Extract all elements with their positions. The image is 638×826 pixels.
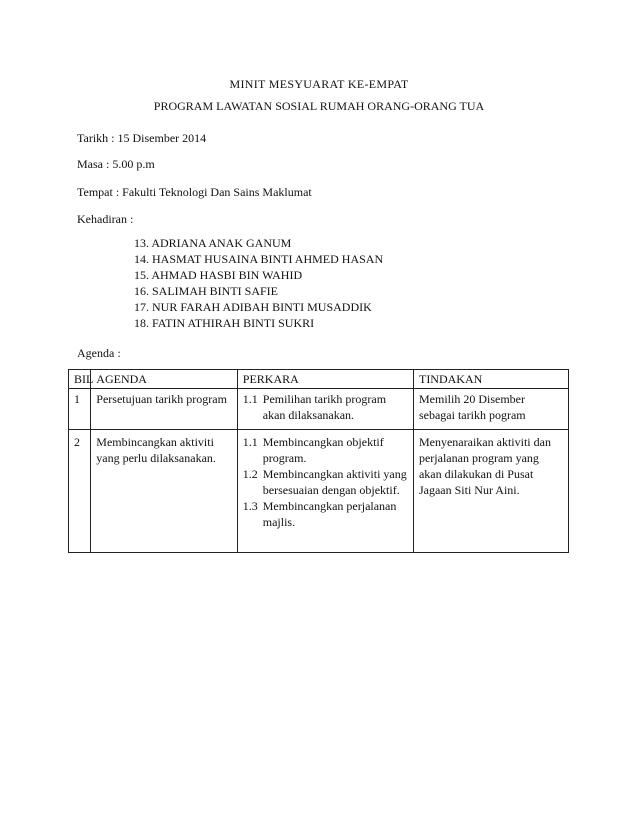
document-title: MINIT MESYUARAT KE-EMPAT: [229, 77, 409, 91]
attendee-item: 17. NUR FARAH ADIBAH BINTI MUSADDIK: [134, 300, 372, 314]
cell-perkara: [237, 389, 413, 430]
perkara-number: 1.1: [242, 392, 258, 406]
agenda-table: [68, 369, 569, 553]
cell-perkara: [237, 430, 413, 553]
agenda-label: Agenda :: [77, 346, 121, 360]
meeting-time: Masa : 5.00 p.m: [77, 157, 155, 171]
perkara-number: 1.2: [242, 467, 258, 481]
attendee-list: [134, 235, 383, 331]
attendee-item: 15. AHMAD HASBI BIN WAHID: [134, 268, 303, 282]
meeting-date: Tarikh : 15 Disember 2014: [77, 131, 207, 145]
header-bil: BIL: [69, 370, 91, 389]
perkara-number: 1.1: [242, 435, 258, 449]
cell-tindakan: Menyenaraikan aktiviti dan perjalanan program yang akan dilakukan di Pusat Jagaan Siti Nur Aini.: [413, 430, 568, 553]
header-perkara: PERKARA: [237, 370, 413, 389]
table-row: [69, 389, 569, 430]
table-header-row: [69, 370, 569, 389]
perkara-text: Membincangkan perjalanan majlis.: [262, 499, 397, 529]
header-tindakan: TINDAKAN: [413, 370, 568, 389]
perkara-list: [243, 391, 408, 423]
attendee-item: 16. SALIMAH BINTI SAFIE: [134, 284, 278, 298]
cell-agenda: Persetujuan tarikh program: [91, 389, 237, 430]
perkara-item: [243, 466, 408, 498]
perkara-item: [243, 434, 408, 466]
perkara-item: [243, 498, 408, 530]
attendee-item: 18. FATIN ATHIRAH BINTI SUKRI: [134, 316, 315, 330]
perkara-item: [243, 391, 408, 423]
cell-bil: 1: [69, 389, 91, 430]
perkara-text: Membincangkan objektif program.: [262, 435, 384, 465]
meeting-venue: Tempat : Fakulti Teknologi Dan Sains Maklumat: [77, 185, 312, 199]
cell-tindakan: Memilih 20 Disember sebagai tarikh pogram: [413, 389, 568, 430]
table-row: [69, 430, 569, 553]
perkara-text: Pemilihan tarikh program akan dilaksanakan.: [262, 392, 387, 422]
perkara-list: [243, 434, 408, 530]
attendee-item: 13. ADRIANA ANAK GANUM: [134, 236, 292, 250]
attendee-item: 14. HASMAT HUSAINA BINTI AHMED HASAN: [134, 252, 384, 266]
document-subtitle: PROGRAM LAWATAN SOSIAL RUMAH ORANG-ORANG TUA: [153, 99, 485, 113]
cell-bil: 2: [69, 430, 91, 553]
attendance-label: Kehadiran :: [77, 212, 134, 226]
cell-agenda: Membincangkan aktiviti yang perlu dilaksanakan.: [91, 430, 237, 553]
header-agenda: AGENDA: [91, 370, 237, 389]
perkara-text: Membincangkan aktiviti yang bersesuaian dengan objektif.: [262, 467, 407, 497]
perkara-number: 1.3: [242, 499, 258, 513]
